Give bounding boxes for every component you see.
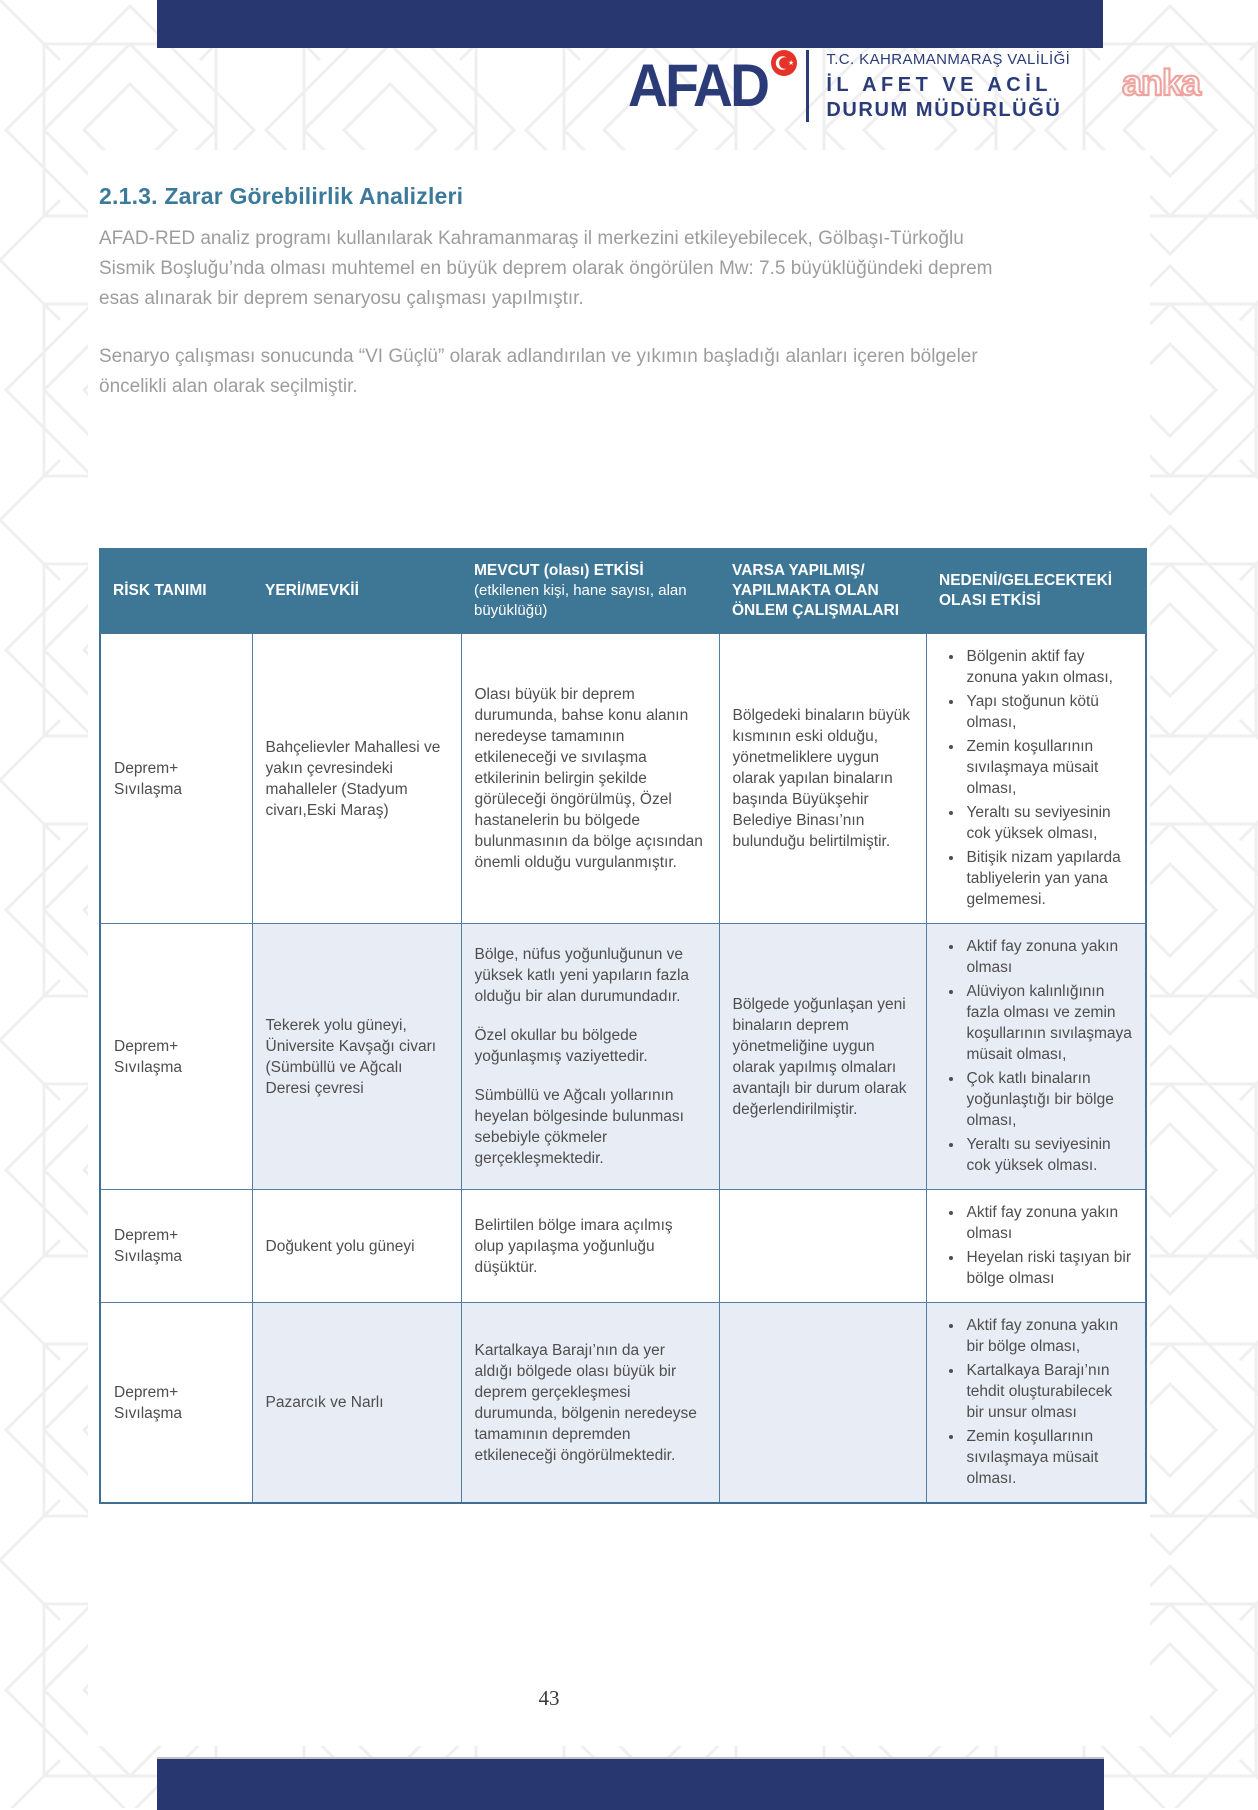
column-header-effect: MEVCUT (olası) ETKİSİ (etkilenen kişi, hane sayısı, alan büyüklüğü) [461,549,719,633]
turkish-flag-icon [771,50,797,76]
cause-item: • Aktif fay zonuna yakın olması [964,1202,1133,1244]
cause-item: • Bölgenin aktif fay zonuna yakın olması, [964,646,1133,688]
org-line-2: İL AFET VE ACİL [826,74,1052,96]
cell-effect: Belirtilen bölge imara açılmış olup yapılaşma yoğunluğu düşüktür. [461,1190,719,1303]
letterhead [628,50,1070,122]
section-title: 2.1.3. Zarar Görebilirlik Analizleri [99,183,464,210]
afad-logo-text: AFAD [628,52,768,119]
cause-item: • Yeraltı su seviyesinin cok yüksek olması. [964,1134,1133,1176]
table-row [100,924,1146,1190]
org-line-1: T.C. KAHRAMANMARAŞ VALİLİĞİ [826,51,1071,68]
cell-causes [926,633,1146,924]
column-header-risk: RİSK TANIMI [100,549,252,633]
cell-risk: Deprem+ Sıvılaşma [100,633,252,924]
column-header-measures: VARSA YAPILMIŞ/ YAPILMAKTA OLAN ÖNLEM ÇALIŞMALARI [719,549,926,633]
cell-causes [926,1190,1146,1303]
anka-watermark: anka [1122,62,1201,103]
cause-item: • Heyelan riski taşıyan bir bölge olması [964,1247,1133,1289]
table-header-row [100,549,1146,633]
cell-measures: Bölgedeki binaların büyük kısmının eski olduğu, yönetmeliklere uygun olarak yapılan binaların başında Büyükşehir Belediye Binası’nın bulunduğu belirtilmiştir. [719,633,926,924]
cause-item: • Yapı stoğunun kötü olması, [964,691,1133,733]
cause-item: • Zemin koşullarının sıvılaşmaya müsait olması, [964,736,1133,799]
cell-risk: Deprem+ Sıvılaşma [100,924,252,1190]
column-header-effect-sub: (etkilenen kişi, hane sayısı, alan büyüklüğü) [474,582,687,619]
afad-logo [628,54,789,118]
logo-divider [806,50,809,122]
cell-effect: Olası büyük bir deprem durumunda, bahse konu alanın neredeyse tamamının etkileneceği ve sıvılaşma etkilerinin belirgin şekilde görüleceği öngörülmüş, Özel hastanelerin bu bölgede bulunmasının da bölge açısından önemli olduğu vurgulanmıştır. [461,633,719,924]
cause-item: • Çok katlı binaların yoğunlaştığı bir bölge olması, [964,1068,1133,1131]
cause-item: • Kartalkaya Barajı’nın tehdit oluşturabilecek bir unsur olması [964,1360,1133,1423]
cause-item: • Alüviyon kalınlığının fazla olması ve zemin koşullarının sıvılaşmaya müsait olması, [964,981,1133,1065]
page-number: 43 [538,1686,560,1710]
causes-list [940,1202,1133,1289]
intro-paragraph-2: Senaryo çalışması sonucunda “VI Güçlü” olarak adlandırılan ve yıkımın başladığı alanları içeren bölgeler öncelikli alan olarak seçilmiştir. [99,346,978,397]
cause-item: • Bitişik nizam yapılarda tabliyelerin yan yana gelmemesi. [964,847,1133,910]
top-navy-bar [157,0,1103,48]
cell-location: Pazarcık ve Narlı [252,1303,461,1504]
cell-location: Bahçelievler Mahallesi ve yakın çevresindeki mahalleler (Stadyum civarı,Eski Maraş) [252,633,461,924]
intro-paragraph-1: AFAD-RED analiz programı kullanılarak Kahramanmaraş il merkezini etkileyebilecek, Gölbaşı-Türkoğlu Sismik Boşluğu’nda olması muhtemel en büyük deprem olarak öngörülen Mw: 7.5 büyüklüğündeki deprem esas alınarak bir deprem senaryosu çalışması yapılmıştır. [99,228,993,309]
cell-effect: Bölge, nüfus yoğunluğunun ve yüksek katlı yeni yapıların fazla olduğu bir alan durumundadır. Özel okullar bu bölgede yoğunlaşmış vaziyettedir. Sümbüllü ve Ağcalı yollarının heyelan bölgesinde bulunması sebebiyle çökmeler gerçekleşmektedir. [461,924,719,1190]
cause-item: • Zemin koşullarının sıvılaşmaya müsait olması. [964,1426,1133,1489]
cell-measures [719,1190,926,1303]
column-header-cause: NEDENİ/GELECEKTEKİ OLASI ETKİSİ [926,549,1146,633]
cell-risk: Deprem+ Sıvılaşma [100,1303,252,1504]
organization-name [826,50,1070,122]
cause-item: • Aktif fay zonuna yakın olması [964,936,1133,978]
table-row [100,1190,1146,1303]
cell-effect: Kartalkaya Barajı’nın da yer aldığı bölgede olası büyük bir deprem gerçekleşmesi durumunda, bölgenin neredeyse tamamının depremden etkileneceği öngörülmektedir. [461,1303,719,1504]
causes-list [940,936,1133,1176]
cell-location: Doğukent yolu güneyi [252,1190,461,1303]
cause-item: • Yeraltı su seviyesinin cok yüksek olması, [964,802,1133,844]
causes-list [940,646,1133,910]
causes-list [940,1315,1133,1489]
cell-location: Tekerek yolu güneyi, Üniversite Kavşağı civarı (Sümbüllü ve Ağcalı Deresi çevresi [252,924,461,1190]
intro-text [99,224,1017,430]
cell-risk: Deprem+ Sıvılaşma [100,1190,252,1303]
column-header-location: YERİ/MEVKİİ [252,549,461,633]
table-row [100,633,1146,924]
cell-measures [719,1303,926,1504]
table-row [100,1303,1146,1504]
risk-analysis-table [99,548,1147,1504]
cell-causes [926,924,1146,1190]
cause-item: • Aktif fay zonuna yakın bir bölge olması, [964,1315,1133,1357]
bottom-navy-bar [157,1757,1104,1810]
org-line-3: DURUM MÜDÜRLÜĞÜ [826,99,1062,121]
cell-causes [926,1303,1146,1504]
cell-measures: Bölgede yoğunlaşan yeni binaların deprem yönetmeliğine uygun olarak yapılmış olmaları avantajlı bir durum olarak değerlendirilmiştir. [719,924,926,1190]
